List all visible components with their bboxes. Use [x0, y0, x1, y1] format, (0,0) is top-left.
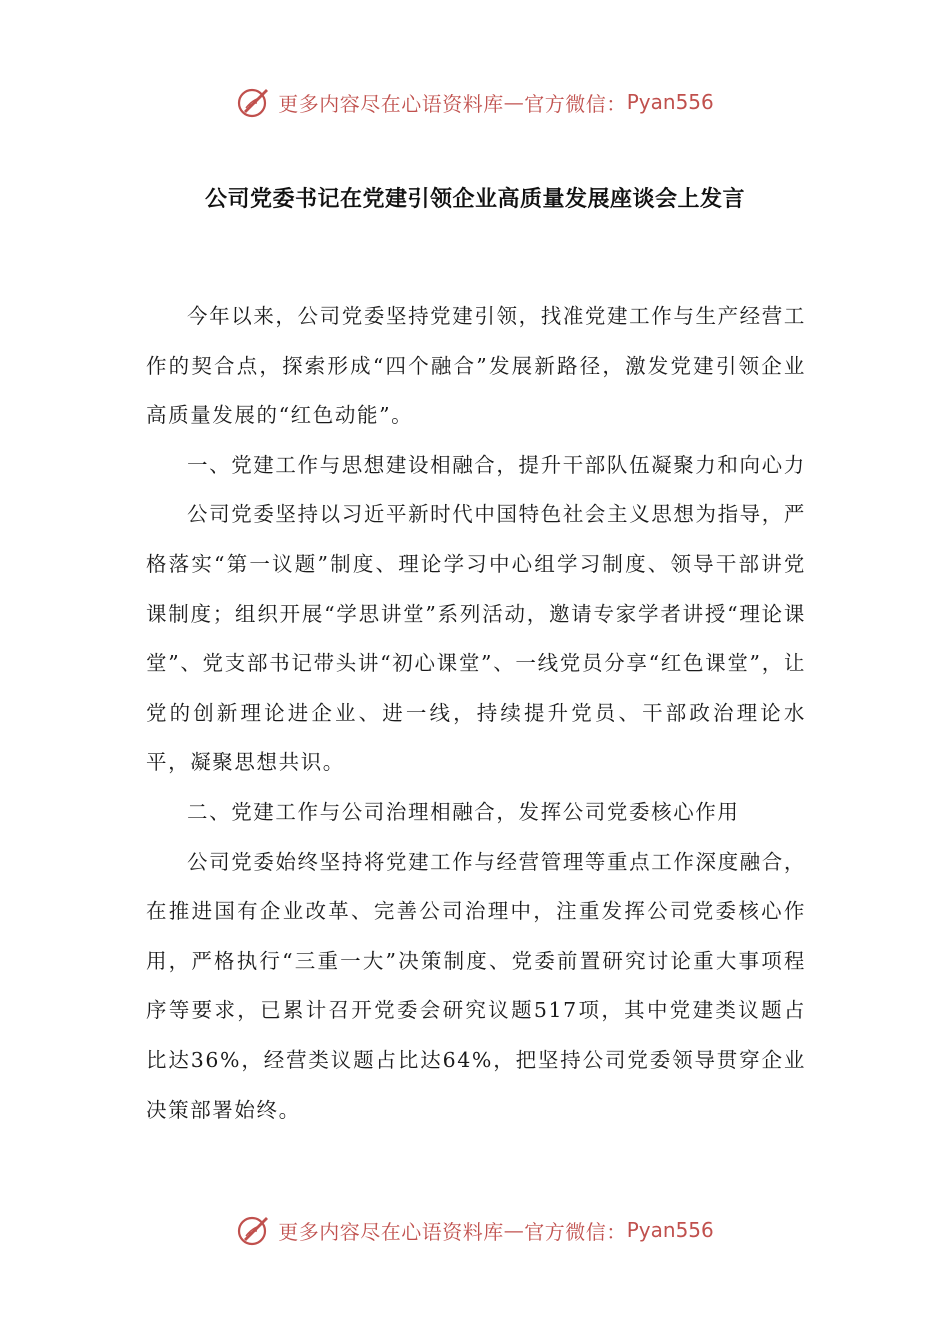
- banner-handle: Pyan556: [626, 90, 714, 114]
- document-title: 公司党委书记在党建引领企业高质量发展座谈会上发言: [204, 186, 745, 212]
- paragraph-section-1: 公司党委坚持以习近平新时代中国特色社会主义思想为指导，严格落实“第一议题”制度、理论学习中心组学习制度、领导干部讲党课制度；组织开展“学思讲堂”系列活动，邀请专家学者讲授“理论课堂”、党支部书记带头讲“初心课堂”、一线党员分享“红色课堂”，让党的创新理论进企业、进一线，持续提升党员、干部政治理论水平，凝聚思想共识。: [146, 502, 806, 775]
- banner-label: 官方微信：: [524, 1219, 627, 1244]
- banner-dash: —: [503, 90, 525, 114]
- banner-label: 官方微信：: [524, 91, 627, 116]
- paragraph-section-2: 公司党委始终坚持将党建工作与经营管理等重点工作深度融合，在推进国有企业改革、完善公司治理中，注重发挥公司党委核心作用，严格执行“三重一大”决策制度、党委前置研究讨论重大事项程序等要求，已累计召开党委会研究议题517项，其中党建类议题占比达36%，经营类议题占比达64%，把坚持公司党委领导贯穿企业决策部署始终。: [146, 849, 806, 1122]
- document-body: [146, 292, 806, 1135]
- banner-site-name: 更多内容尽在心语资料库: [278, 1219, 504, 1244]
- header-watermark-banner: [0, 82, 950, 122]
- section-heading-1: 一、党建工作与思想建设相融合，提升干部队伍凝聚力和向心力: [187, 452, 806, 477]
- footer-watermark-banner: [0, 1210, 950, 1250]
- pen-logo-icon: [236, 1212, 272, 1248]
- pen-logo-icon: [236, 84, 272, 120]
- banner-handle: Pyan556: [626, 1218, 714, 1242]
- section-heading-2: 二、党建工作与公司治理相融合，发挥公司党委核心作用: [187, 799, 740, 824]
- paragraph-intro: 今年以来，公司党委坚持党建引领，找准党建工作与生产经营工作的契合点，探索形成“四个融合”发展新路径，激发党建引领企业高质量发展的“红色动能”。: [146, 304, 806, 428]
- banner-site-name: 更多内容尽在心语资料库: [278, 91, 504, 116]
- banner-dash: —: [503, 1218, 525, 1242]
